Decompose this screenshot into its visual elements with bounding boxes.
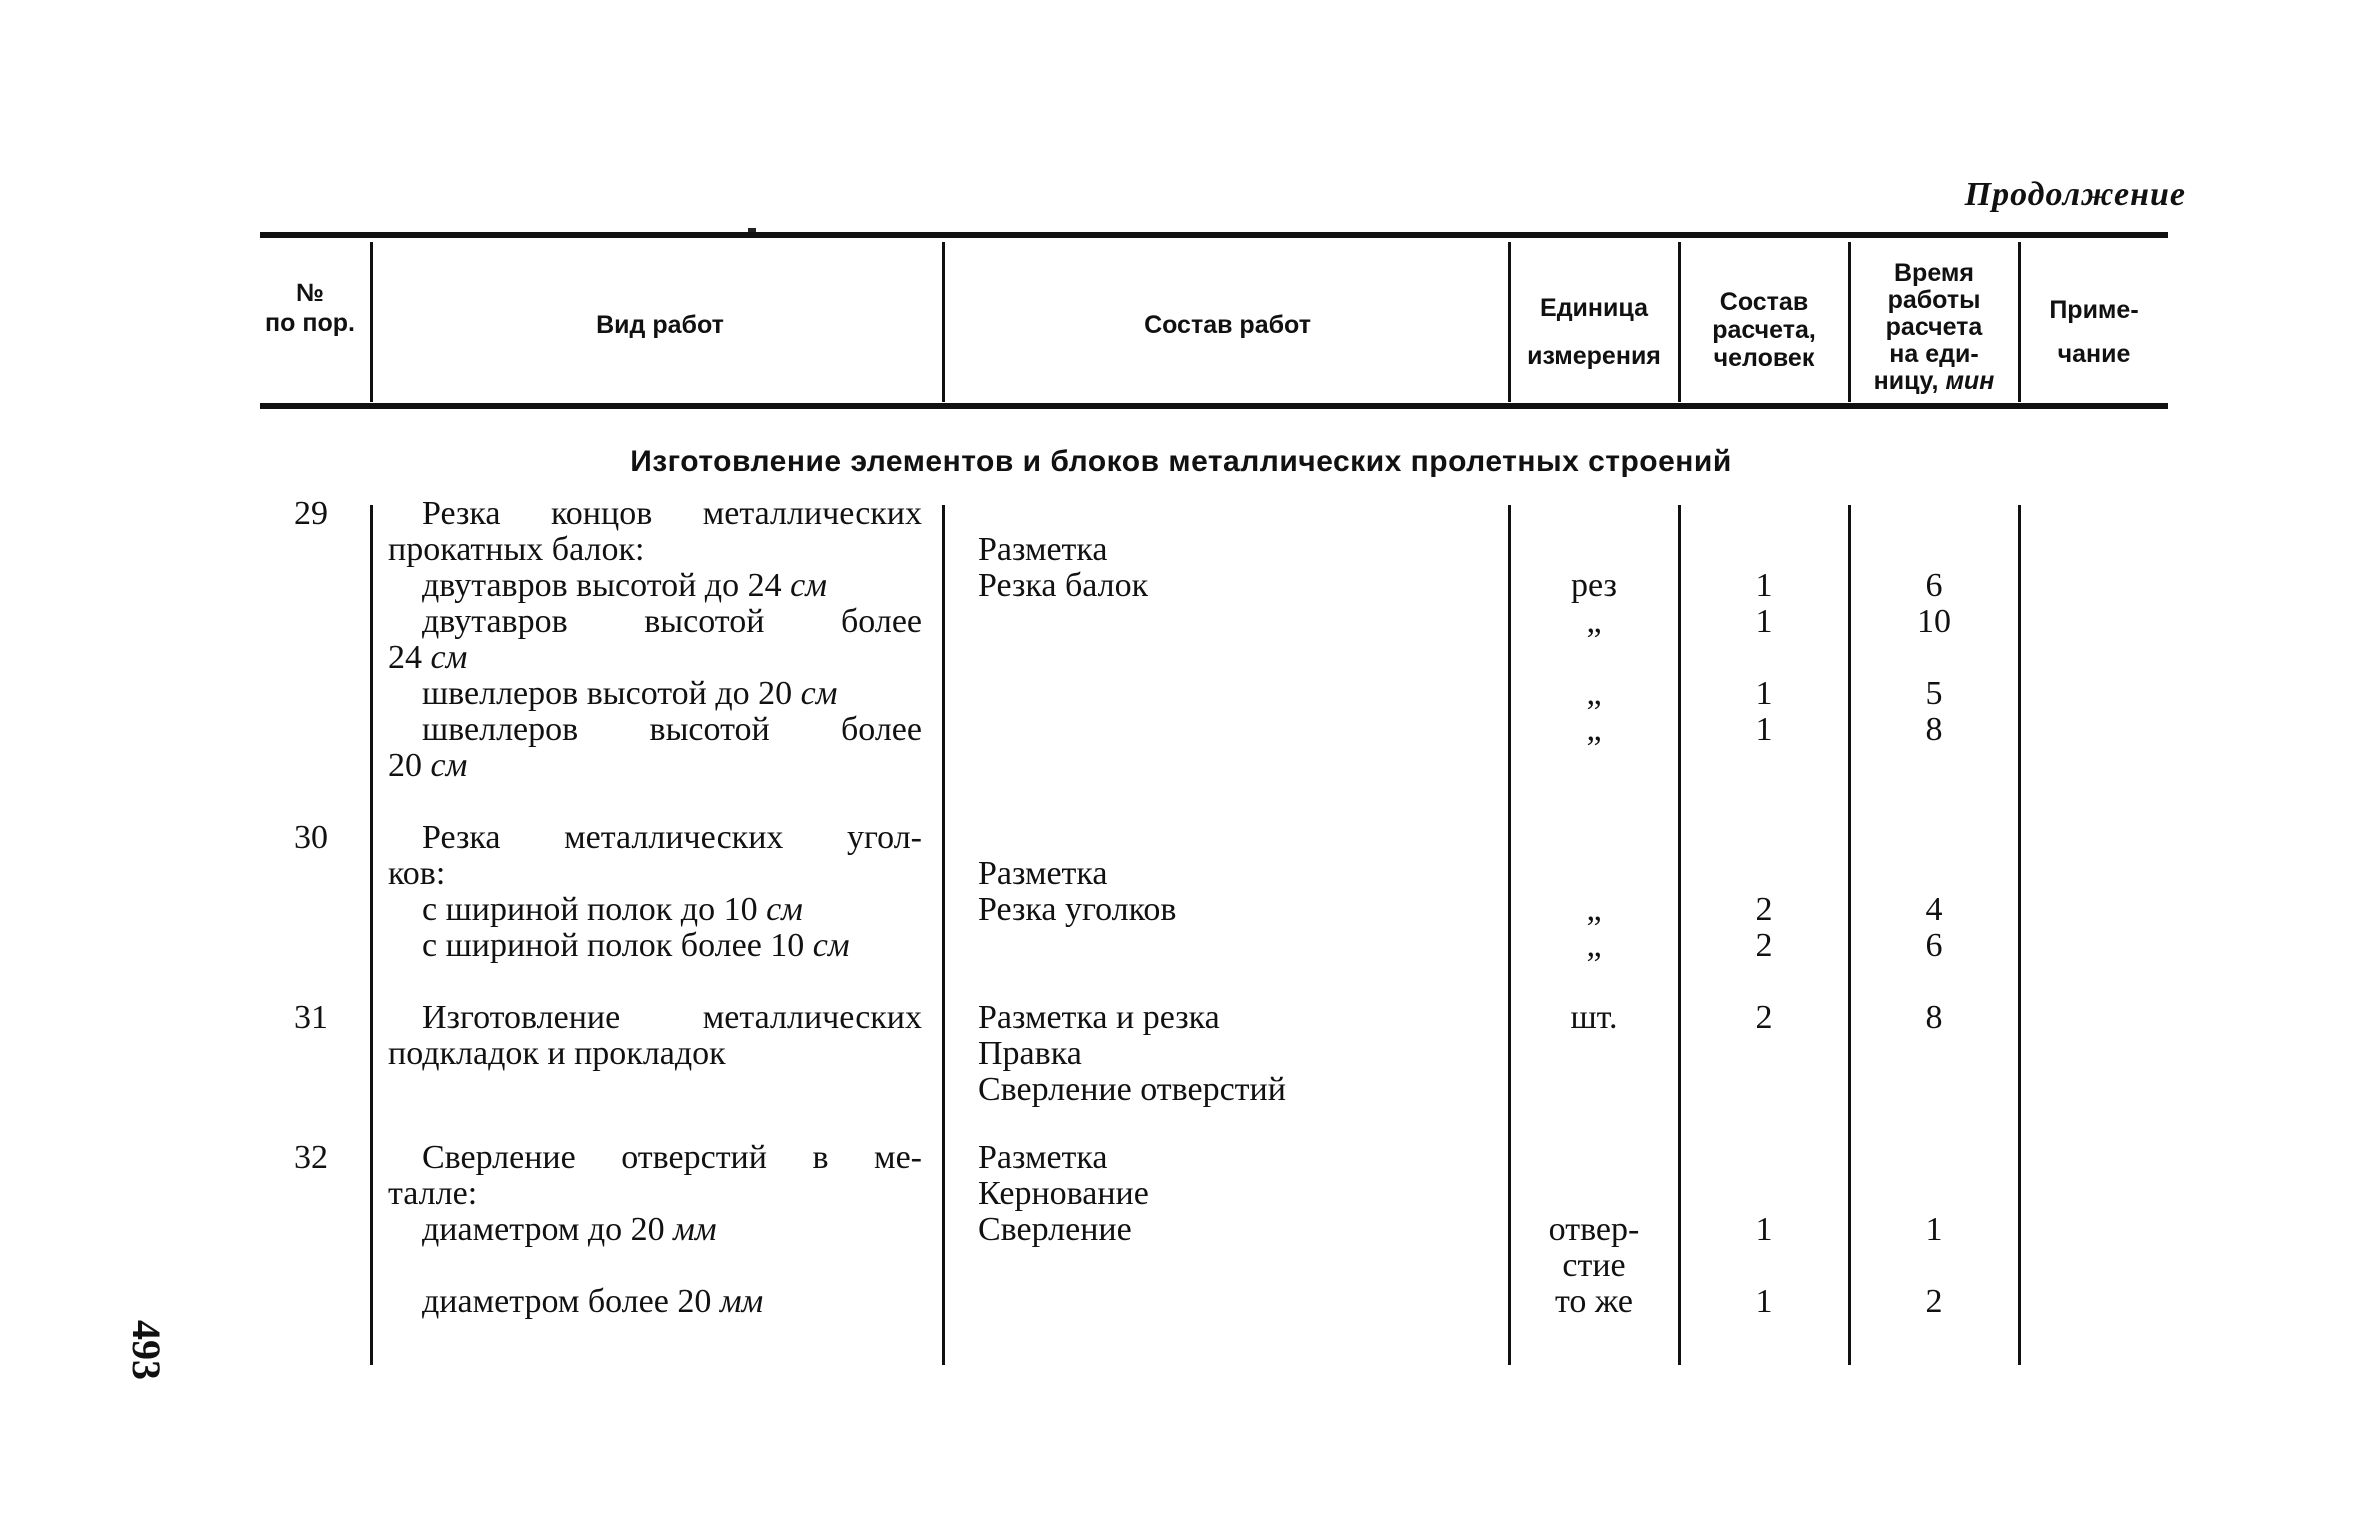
unit-cell: „ bbox=[1586, 927, 1602, 964]
crew-cell: 2 bbox=[1755, 891, 1773, 928]
time-cell: 8 bbox=[1925, 711, 1943, 748]
work-kind-line: ков: bbox=[388, 855, 446, 892]
time-cell: 10 bbox=[1917, 603, 1951, 640]
crew-cell: 2 bbox=[1755, 999, 1773, 1036]
header-divider bbox=[1508, 242, 1511, 402]
body-divider bbox=[2018, 505, 2021, 1365]
row-number: 29 bbox=[294, 495, 328, 532]
work-kind-line: швеллеров высотой до 20 см bbox=[422, 675, 838, 712]
composition-line: Сверление bbox=[978, 1211, 1132, 1248]
work-kind-line: подкладок и прокладок bbox=[388, 1035, 726, 1072]
work-kind-line: 20 см bbox=[388, 747, 468, 784]
section-title: Изготовление элементов и блоков металлических пролетных строений bbox=[630, 445, 1732, 478]
continuation-label: Продолжение bbox=[1964, 176, 2186, 213]
composition-line: Разметка bbox=[978, 855, 1108, 892]
unit-cell: „ bbox=[1586, 711, 1602, 748]
table-top-rule bbox=[260, 232, 2168, 238]
crew-cell: 1 bbox=[1755, 711, 1773, 748]
header-divider bbox=[370, 242, 373, 402]
work-kind-line: 24 см bbox=[388, 639, 468, 676]
work-kind-line: прокатных балок: bbox=[388, 531, 645, 568]
body-divider bbox=[370, 505, 373, 1365]
work-kind-line: Резка концов металлических bbox=[422, 495, 922, 532]
header-col-composition: Состав работ bbox=[1144, 311, 1311, 339]
row-number: 30 bbox=[294, 819, 328, 856]
time-cell: 6 bbox=[1925, 567, 1943, 604]
header-col-no: № по пор. bbox=[265, 279, 355, 337]
header-divider bbox=[1678, 242, 1681, 402]
page-number: 493 bbox=[124, 1320, 169, 1380]
composition-line: Резка уголков bbox=[978, 891, 1177, 928]
header-bottom-rule bbox=[260, 403, 2168, 409]
work-kind-line: диаметром более 20 мм bbox=[422, 1283, 764, 1320]
header-col-crew: Состав расчета, человек bbox=[1712, 288, 1816, 372]
crew-cell: 1 bbox=[1755, 1211, 1773, 1248]
crew-cell: 1 bbox=[1755, 1283, 1773, 1320]
row-number: 31 bbox=[294, 999, 328, 1036]
body-divider bbox=[942, 505, 945, 1365]
crew-cell: 1 bbox=[1755, 603, 1773, 640]
time-cell: 4 bbox=[1925, 891, 1943, 928]
header-col-kind: Вид работ bbox=[596, 311, 724, 339]
crew-cell: 1 bbox=[1755, 567, 1773, 604]
time-cell: 6 bbox=[1925, 927, 1943, 964]
header-col-time: Время работы расчета на еди- ницу, мин bbox=[1873, 259, 1995, 395]
composition-line: Разметка bbox=[978, 1139, 1108, 1176]
work-kind-line: с шириной полок до 10 см bbox=[422, 891, 803, 928]
body-divider bbox=[1848, 505, 1851, 1365]
work-kind-line: Резка металлических угол- bbox=[422, 819, 922, 856]
work-kind-line: двутавров высотой до 24 см bbox=[422, 567, 827, 604]
work-kind-line: диаметром до 20 мм bbox=[422, 1211, 717, 1248]
unit-cell: отвер- bbox=[1548, 1211, 1640, 1248]
composition-line: Резка балок bbox=[978, 567, 1149, 604]
time-cell: 5 bbox=[1925, 675, 1943, 712]
work-kind-line: двутавров высотой более bbox=[422, 603, 922, 640]
time-cell: 1 bbox=[1925, 1211, 1943, 1248]
header-divider bbox=[942, 242, 945, 402]
time-cell: 8 bbox=[1925, 999, 1943, 1036]
work-kind-line: швеллеров высотой более bbox=[422, 711, 922, 748]
work-kind-line: Сверление отверстий в ме- bbox=[422, 1139, 922, 1176]
unit-cell: то же bbox=[1554, 1283, 1634, 1320]
unit-cell: „ bbox=[1586, 603, 1602, 640]
header-divider bbox=[2018, 242, 2021, 402]
work-kind-line: талле: bbox=[388, 1175, 478, 1212]
unit-cell: стие bbox=[1562, 1247, 1626, 1284]
row-number: 32 bbox=[294, 1139, 328, 1176]
unit-cell: „ bbox=[1586, 675, 1602, 712]
crew-cell: 1 bbox=[1755, 675, 1773, 712]
body-divider bbox=[1508, 505, 1511, 1365]
unit-cell: шт. bbox=[1570, 999, 1618, 1036]
work-kind-line: Изготовление металлических bbox=[422, 999, 922, 1036]
crew-cell: 2 bbox=[1755, 927, 1773, 964]
composition-line: Сверление отверстий bbox=[978, 1071, 1286, 1108]
work-kind-line: с шириной полок более 10 см bbox=[422, 927, 850, 964]
time-cell: 2 bbox=[1925, 1283, 1943, 1320]
composition-line: Кернование bbox=[978, 1175, 1149, 1212]
body-divider bbox=[1678, 505, 1681, 1365]
unit-cell: рез bbox=[1571, 567, 1617, 604]
unit-cell: „ bbox=[1586, 891, 1602, 928]
header-col-unit: Единица измерения bbox=[1527, 294, 1661, 370]
composition-line: Правка bbox=[978, 1035, 1082, 1072]
header-divider bbox=[1848, 242, 1851, 402]
composition-line: Разметка и резка bbox=[978, 999, 1220, 1036]
composition-line: Разметка bbox=[978, 531, 1108, 568]
header-col-note: Приме- чание bbox=[2049, 296, 2139, 368]
